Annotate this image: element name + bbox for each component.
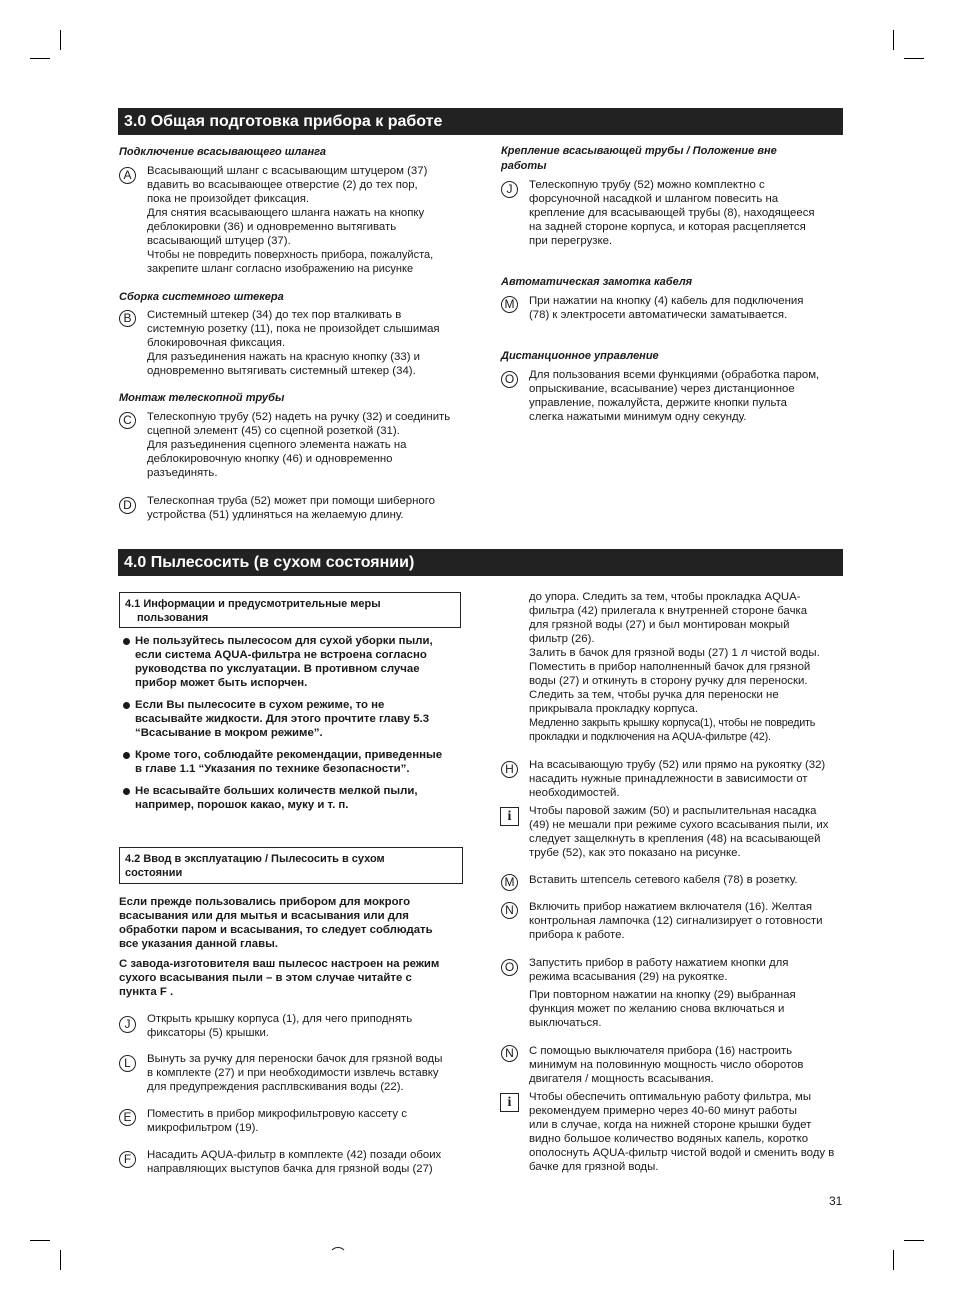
step-marker-m: M bbox=[501, 296, 518, 313]
bullet-item: Не пользуйтесь пылесосом для сухой уборки пыли, если система AQUA-фильтра не встроена согласно руководства по укслуатации. В противном случае прибор может быть испорчен. bbox=[120, 634, 433, 690]
text-block: Телескопную трубу (52) можно комплектно с форсуночной насадкой и шлангом повесить на крепление для всасывающей трубы (8), находящееся на задней стороне корпуса, и которая расцепляется при перегрузке. bbox=[529, 179, 815, 247]
bullet-item: Не всасывайте больших количеств мелкой пыли, например, порошок какао, муку и т. п. bbox=[120, 784, 418, 812]
section-3-title: 3.0 Общая подготовка прибора к работе bbox=[118, 108, 843, 135]
subhead-cable: Автоматическая замотка кабеля bbox=[501, 276, 693, 288]
step-marker-h: H bbox=[501, 761, 518, 778]
subhead-tube-holder: Крепление всасывающей трубы / Положение вне работы bbox=[501, 145, 777, 172]
step-marker-d: D bbox=[119, 497, 136, 514]
subsection-4-2-box: 4.2 Ввод в эксплуатацию / Пылесосить в сухом состоянии bbox=[119, 847, 463, 884]
text-block: Для пользования всеми функциями (обработка паром, опрыскивание, всасывание) через дистанционное управление, пожалуйста, держите кнопки пульта слегка нажатыми минимум одну секунду. bbox=[529, 369, 820, 423]
step-marker-e: E bbox=[119, 1109, 136, 1126]
text-block: Насадить AQUA-фильтр в комплекте (42) позади обоих направляющих выступов бачка для грязной воды (27) bbox=[147, 1149, 442, 1175]
text-block: При нажатии на кнопку (4) кабель для подключения (78) к электросети автоматически заматывается. bbox=[529, 295, 804, 321]
subhead-telescope: Монтаж телескопной трубы bbox=[119, 392, 285, 404]
step-marker-f: F bbox=[119, 1151, 136, 1168]
text-block: Всасывающий шланг с всасывающим штуцером (37) вдавить во всасывающее отверстие (2) до тех пор, пока не произойдет фиксация. Для снятия всасывающего шланга нажать на кнопку деблокировки (36) и одновременно вытягивать всасывающий штуцер (37). Чтобы не повредить поверхность прибора, пожалуйста, закрепите шланг согласно изображению на рисунке bbox=[147, 165, 434, 275]
text-block: Телескопная труба (52) может при помощи шиберного устройства (51) удлиняться на желаемую длину. bbox=[147, 495, 435, 521]
intro-paragraph: С завода-изготовителя ваш пылесос настроен на режим сухого всасывания пыли – в этом случае читайте с пункта F . bbox=[119, 958, 440, 998]
text-block: Чтобы обеспечить оптимальную работу фильтра, мы рекомендуем примерно через 40-60 минут работы или в случае, когда на нижней стороне крышки будет видно большое количество водяных капель, коротко ополоснуть AQUA-фильтр чистой водой и сменить воду в бачке для грязной воды. bbox=[529, 1091, 835, 1173]
subhead-hose: Подключение всасывающего шланга bbox=[119, 146, 326, 158]
step-marker-b: B bbox=[119, 310, 136, 327]
subhead-remote: Дистанционное управление bbox=[501, 350, 659, 362]
text-block: Телескопную трубу (52) надеть на ручку (32) и соединить сцепной элемент (45) со сцепной розеткой (31). Для разъединения сцепного элемента нажать на деблокировочную кнопку (46) и одновременно разъединять. bbox=[147, 411, 451, 479]
subhead-plug: Сборка системного штекера bbox=[119, 291, 284, 303]
info-icon: i bbox=[500, 1093, 519, 1112]
crop-mark bbox=[60, 1250, 61, 1270]
crop-mark bbox=[893, 1250, 894, 1270]
step-marker-o: O bbox=[501, 371, 518, 388]
text-block: Открыть крышку корпуса (1), для чего приподнять фиксаторы (5) крышки. bbox=[147, 1013, 413, 1039]
crop-mark bbox=[904, 58, 924, 59]
text-block: Запустить прибор в работу нажатием кнопки для режима всасывания (29) на рукоятке. При повторном нажатии на кнопку (29) выбранная функция может по желанию снова включаться и выключаться. bbox=[529, 957, 796, 1029]
step-marker-m: M bbox=[501, 874, 518, 891]
step-marker-c: C bbox=[119, 412, 136, 429]
subsection-4-1-box: 4.1 Информации и предусмотрительные меры пользования bbox=[119, 592, 461, 628]
crop-mark bbox=[60, 30, 61, 50]
bullet-item: Если Вы пылесосите в сухом режиме, то не всасывайте жидкости. Для этого прочтите главу 5.3 “Всасывание в мокром режиме”. bbox=[120, 698, 429, 740]
intro-paragraph: Если прежде пользовались прибором для мокрого всасывания или для мытья и всасывания или для обработки паром и всасывания, то следует соблюдать все указания данной главы. bbox=[119, 896, 433, 950]
text-block: Вынуть за ручку для переноски бачок для грязной воды в комплекте (27) и при необходимости извлечь вставку для предупреждения расплвскивания воды (22). bbox=[147, 1053, 443, 1093]
registration-mark bbox=[329, 1247, 347, 1265]
step-marker-n: N bbox=[501, 902, 518, 919]
text-block: С помощью выключателя прибора (16) настроить минимум на половинную мощность число оборотов двигателя / мощность всасывания. bbox=[529, 1045, 804, 1085]
crop-mark bbox=[30, 58, 50, 59]
section-4-title: 4.0 Пылесосить (в сухом состоянии) bbox=[118, 549, 843, 576]
info-icon: i bbox=[500, 807, 519, 826]
step-marker-j: J bbox=[119, 1016, 136, 1033]
text-block: На всасывающую трубу (52) или прямо на рукоятку (32) насадить нужные принадлежности в зависимости от необходимостей. bbox=[529, 759, 826, 799]
text-block: Поместить в прибор микрофильтровую кассету с микрофильтром (19). bbox=[147, 1108, 407, 1134]
step-marker-o: O bbox=[501, 959, 518, 976]
step-marker-n: N bbox=[501, 1045, 518, 1062]
crop-mark bbox=[904, 1240, 924, 1241]
text-block: Включить прибор нажатием включателя (16). Желтая контрольная лампочка (12) сигнализирует о готовности прибора к работе. bbox=[529, 901, 823, 941]
text-block: до упора. Следить за тем, чтобы прокладка AQUA- фильтра (42) прилегала к внутренней стороне бачка для грязной воды (27) и был монтирован мокрый фильтр (26). Залить в бачок для грязной воды (27) 1 л чистой воды. Поместить в прибор наполненный бачок для грязной воды (27) и откинуть в сторону ручку для переноски. Следить за тем, чтобы ручка для переноски не прикрывала прокладку корпуса. Медленно закрыть крышку корпуса(1), чтобы не повредить прокладки и подключения на AQUA-фильтре (42). bbox=[529, 591, 820, 743]
text-block: Системный штекер (34) до тех пор вталкивать в системную розетку (11), пока не произойдет слышимая блокировочная фиксация. Для разъединения нажать на красную кнопку (33) и одновременно вытягивать системный штекер (34). bbox=[147, 309, 440, 377]
crop-mark bbox=[893, 30, 894, 50]
page-number: 31 bbox=[829, 1194, 843, 1208]
crop-mark bbox=[30, 1240, 50, 1241]
text-block: Чтобы паровой зажим (50) и распылительная насадка (49) не мешали при режиме сухого всасывания пыли, их следует защелкнуть в крепления (48) на всасывающей трубе (52), как это показано на рисунке. bbox=[529, 805, 829, 859]
step-marker-a: A bbox=[119, 167, 136, 184]
bullet-item: Кроме того, соблюдайте рекомендации, приведенные в главе 1.1 “Указания по технике безопасности”. bbox=[120, 748, 442, 776]
text-block: Вставить штепсель сетевого кабеля (78) в розетку. bbox=[529, 874, 798, 886]
step-marker-j: J bbox=[501, 181, 518, 198]
step-marker-l: L bbox=[119, 1055, 136, 1072]
